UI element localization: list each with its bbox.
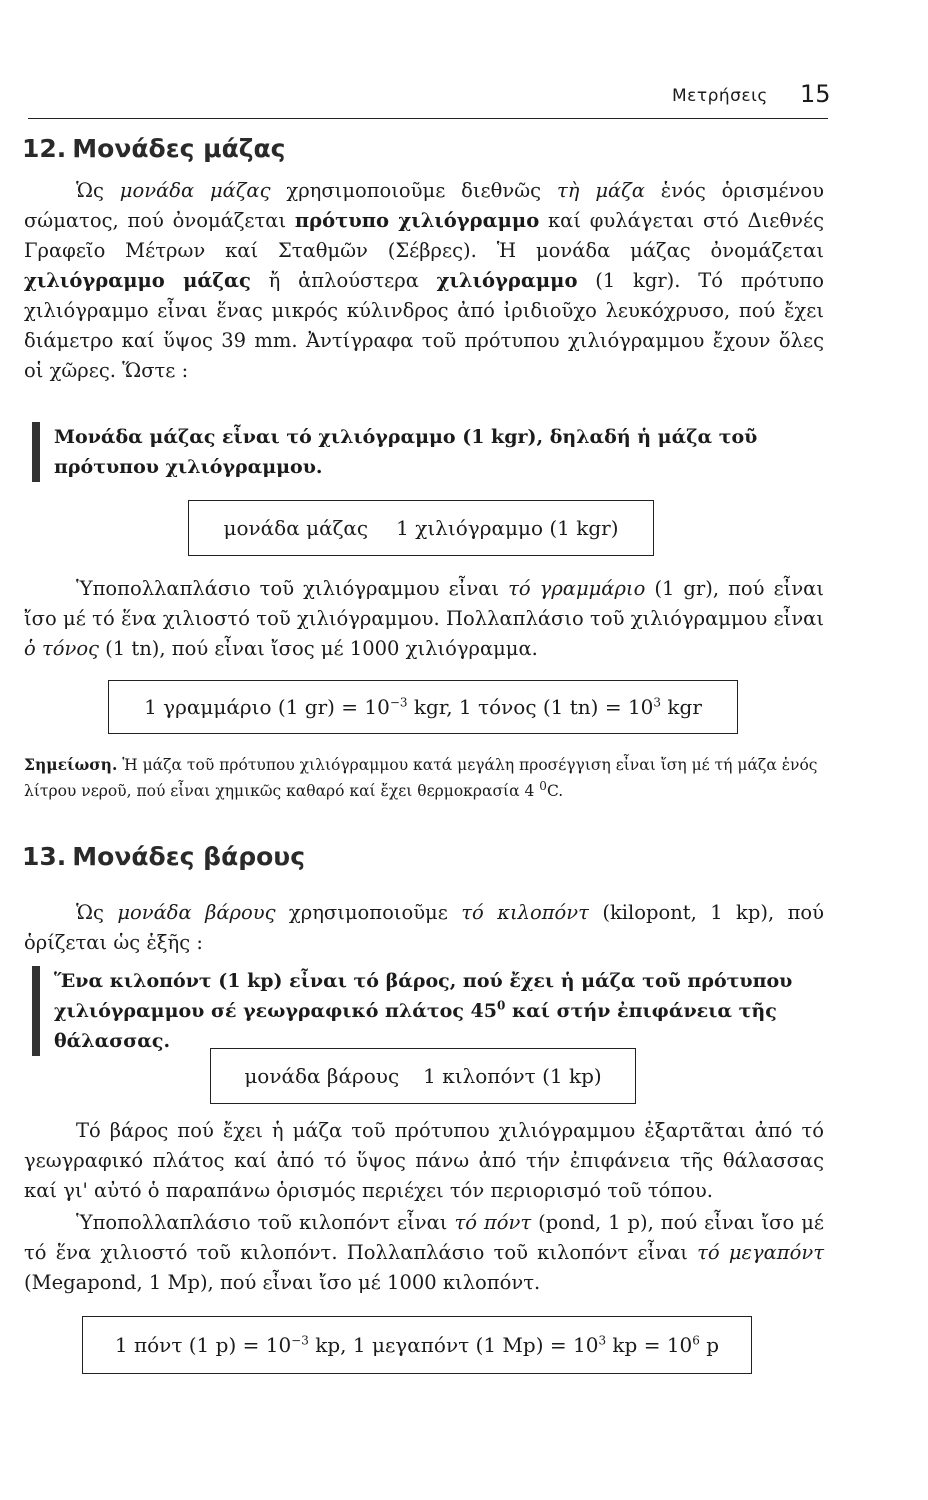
section-12-definition: Μονάδα μάζας εἶναι τό χιλιόγραμμο (1 kgr), δηλαδή ἡ μάζα τοῦ πρότυπου χιλιόγραμμου. — [32, 422, 850, 482]
text-run: Ὡς — [76, 901, 118, 924]
section-12-title: Μονάδες μάζας — [72, 134, 286, 163]
text-run: C. — [546, 782, 564, 800]
section-13-paragraph-3 — [24, 1208, 824, 1298]
text-run: (Megapond, 1 Mp), πού εἶναι ἴσο μέ 1000 κιλοπόντ. — [24, 1271, 541, 1294]
mass-unit-box — [188, 500, 654, 556]
running-head: Μετρήσεις — [672, 86, 768, 106]
italic-term: μονάδα μάζας — [119, 179, 271, 202]
section-13-paragraph-1 — [24, 898, 824, 958]
exponent: 6 — [692, 1333, 700, 1348]
text-run: Ἕνα κιλοπόντ (1 kp) εἶναι τό βάρος, πού ἔχει ἡ μάζα τοῦ πρότυπου χιλιόγραμμου σέ γεωγραφικό πλάτος 45 — [54, 970, 793, 1022]
section-13-definition — [32, 966, 850, 1056]
section-12-paragraph-1 — [24, 176, 824, 386]
text-run: καί φυλάγεται στό Διεθνές Γραφεῖο Μέτρων καί Σταθμῶν (Σέβρες). Ἡ μονάδα μάζας ὀνομάζεται — [24, 209, 824, 262]
section-12-paragraph-2 — [24, 574, 824, 664]
text-run: Ὡς — [76, 179, 120, 202]
formula-part: p — [699, 1333, 720, 1357]
text-run: ἤ ἁπλούστερα — [250, 269, 437, 292]
italic-term: τό κιλοπόντ — [461, 901, 589, 924]
italic-term: μονάδα βάρους — [117, 901, 276, 924]
text-run: χρησιμοποιοῦμε — [275, 901, 462, 924]
text-run: καί στήν ἐπιφάνεια τῆς θάλασσας. — [54, 1000, 777, 1052]
mass-unit-value: 1 χιλιόγραμμο (1 kgr) — [396, 516, 619, 540]
weight-conversion-formula — [115, 1333, 719, 1357]
exponent: −3 — [389, 695, 408, 710]
formula-part: 1 πόντ (1 p) = 10 — [114, 1333, 292, 1357]
text-run: Ὑποπολλαπλάσιο τοῦ χιλιόγραμμου εἶναι — [76, 577, 509, 600]
weight-unit-value: 1 κιλοπόντ (1 kp) — [423, 1064, 602, 1088]
section-12-number: 12. — [22, 134, 67, 163]
mass-unit-label: μονάδα μάζας — [223, 516, 369, 540]
formula-part: kp = 10 — [606, 1333, 693, 1357]
italic-term: τό πόντ — [454, 1211, 532, 1234]
formula-part: kp, 1 μεγαπόντ (1 Mp) = 10 — [308, 1333, 599, 1357]
exponent: 3 — [598, 1333, 607, 1348]
bold-term: χιλιόγραμμο μάζας — [24, 269, 251, 292]
mass-conversion-formula — [144, 695, 702, 719]
bold-term: χιλιόγραμμο — [436, 269, 578, 292]
mass-conversion-box — [108, 680, 738, 734]
italic-term: τό μεγαπόντ — [697, 1241, 824, 1264]
text-run: χρησιμοποιοῦμε διεθνῶς — [270, 179, 557, 202]
section-13-title: Μονάδες βάρους — [72, 842, 306, 871]
degree-superscript: 0 — [496, 998, 506, 1013]
text-run: (kilopont, 1 kp), πού ὁρίζεται ὡς ἑξῆς : — [24, 901, 824, 954]
weight-unit-label: μονάδα βάρους — [244, 1064, 400, 1088]
note-label: Σημείωση. — [24, 755, 118, 774]
exponent: −3 — [291, 1333, 309, 1348]
italic-term: τὴ μάζα — [556, 179, 645, 202]
text-run: (pond, 1 p), πού εἶναι ἴσο μέ τό ἕνα χιλιοστό τοῦ κιλοπόντ. Πολλαπλάσιο τοῦ κιλοπόντ εἶναι — [24, 1211, 824, 1264]
header-rule — [28, 118, 828, 119]
text-run: (1 gr), πού εἶναι ἴσο μέ τό ἕνα χιλιοστό τοῦ χιλιόγραμμου. Πολλαπλάσιο τοῦ χιλιόγραμμου εἶναι — [24, 577, 824, 630]
section-12-heading — [22, 134, 286, 163]
text-run: Ὑποπολλαπλάσιο τοῦ κιλοπόντ εἶναι — [76, 1211, 455, 1234]
degree-superscript: 0 — [539, 778, 547, 793]
text-run: ἑνός ὁρισμένου σώματος, πού ὀνομάζεται — [24, 179, 825, 232]
italic-term: τό γραμμάριο — [508, 577, 646, 600]
section-12-note — [24, 752, 824, 804]
section-13-heading — [22, 842, 305, 871]
weight-unit-box — [210, 1048, 636, 1104]
formula-part: 1 γραμμάριο (1 gr) = 10 — [144, 695, 390, 719]
italic-term: ὁ τόνος — [24, 637, 99, 660]
section-13-number: 13. — [22, 842, 67, 871]
bold-term: πρότυπο χιλιόγραμμο — [294, 209, 540, 232]
text-run: (1 kgr). Τό πρότυπο χιλιόγραμμο εἶναι ἕνας μικρός κύλινδρος ἀπό ἰριδιοῦχο λευκόχρυσο, πού ἔχει διάμετρο καί ὕψος 39 mm. Ἀντίγραφα τοῦ πρότυπου χιλιόγραμμου ἔχουν ὅλες οἱ χῶρες. Ὥστε : — [24, 269, 824, 382]
text-run: (1 tn), πού εἶναι ἴσος μέ 1000 χιλιόγραμμα. — [98, 637, 538, 660]
formula-part: kgr, 1 τόνος (1 tn) = 10 — [407, 695, 654, 719]
formula-part: kgr — [661, 695, 702, 719]
weight-conversion-box — [82, 1316, 752, 1374]
text-run: Ἡ μάζα τοῦ πρότυπου χιλιόγραμμου κατά μεγάλη προσέγγιση εἶναι ἴση μέ τή μάζα ἑνός λίτρου νεροῦ, πού εἶναι χημικῶς καθαρό καί ἔχει θερμοκρασία 4 — [24, 756, 818, 800]
page-number: 15 — [800, 80, 831, 108]
section-13-paragraph-2: Τό βάρος πού ἔχει ἡ μάζα τοῦ πρότυπου χιλιόγραμμου ἐξαρτᾶται ἀπό τό γεωγραφικό πλάτος καί ἀπό τό ὕψος πάνω ἀπό τήν ἐπιφάνεια τῆς θάλασσας καί γι' αὐτό ὁ παραπάνω ὁρισμός περιέχει τόν περιορισμό τοῦ τόπου. — [24, 1119, 824, 1202]
exponent: 3 — [653, 695, 662, 710]
